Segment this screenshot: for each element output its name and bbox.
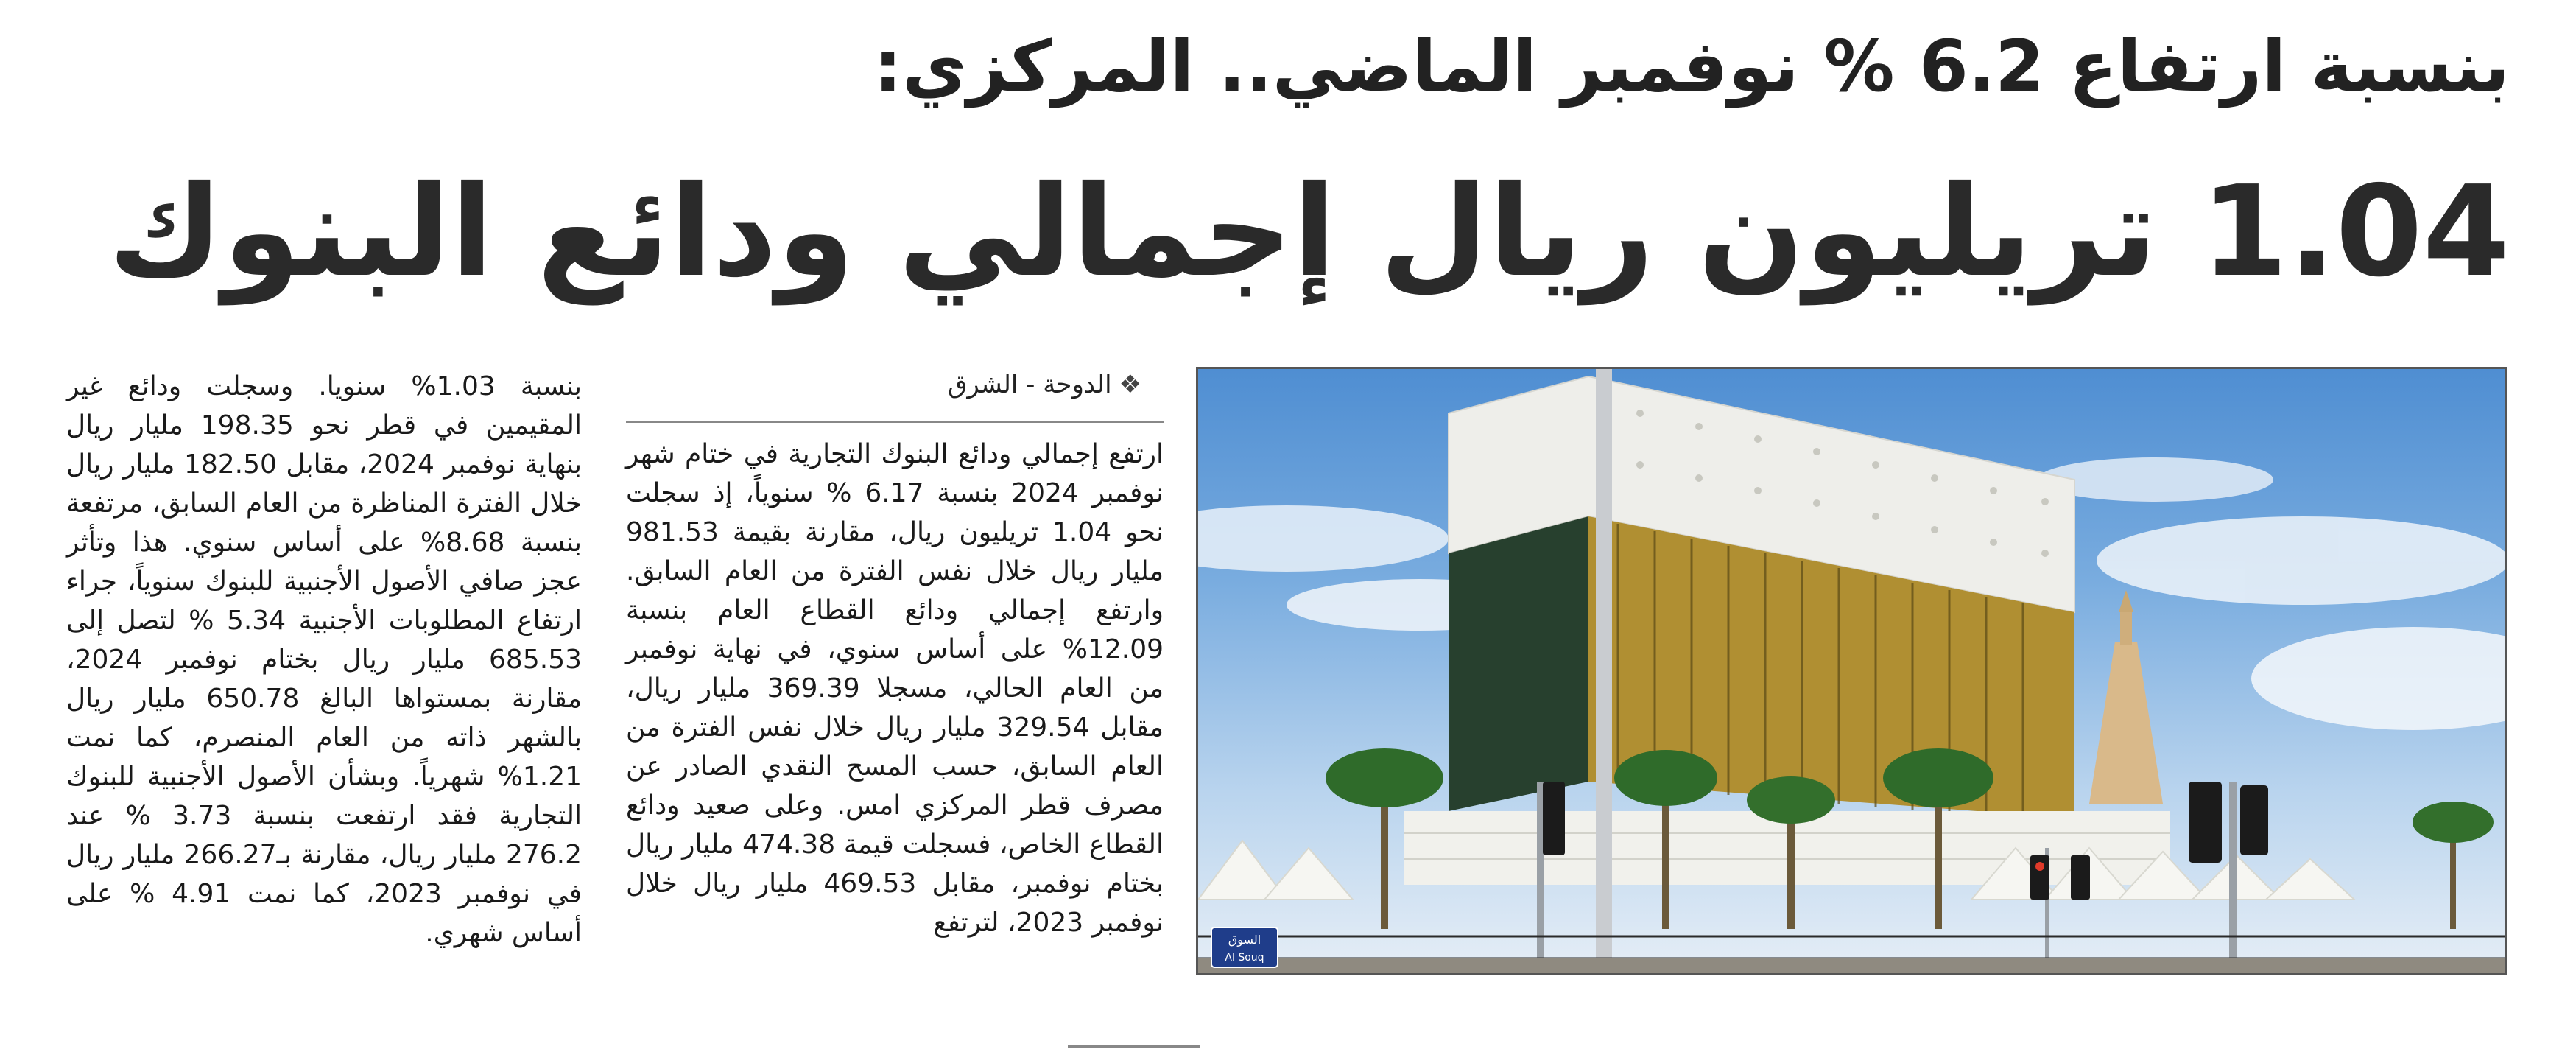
article-headline: 1.04 تريليون ريال إجمالي ودائع البنوك: [108, 159, 2510, 305]
article-dateline: [626, 367, 1141, 402]
central-bank-building-illustration: [1198, 369, 2505, 973]
article-column-2: بنسبة 1.03% سنويا. وسجلت ودائع غير المقيمين في قطر نحو 198.35 مليار ريال بنهاية نوفمبر 2024، مقابل 182.50 مليار ريال خلال الفترة المناظرة من العام السابق، مرتفعة بنسبة 8.68% على أساس سنوي. هذا وتأثر عجز صافي الأصول الأجنبية للبنوك سنوياً، جراء ارتفاع المطلوبات الأجنبية 5.34 % لتصل إلى 685.53 مليار ريال بختام نوفمبر 2024، مقارنة بمستواها البالغ 650.78 مليار ريال بالشهر ذاته من العام المنصرم، كما نمت 1.21% شهرياً. وبشأن الأصول الأجنبية للبنوك التجارية فقد ارتفعت بنسبة 3.73 % عند 276.2 مليار ريال، مقارنة بـ266.27 مليار ريال في نوفمبر 2023، كما نمت 4.91 % على أساس شهري.: [66, 371, 583, 948]
fence: [1198, 936, 2505, 958]
article-column-1: ارتفع إجمالي ودائع البنوك التجارية في ختام شهر نوفمبر 2024 بنسبة 6.17 % سنوياً، إذ سجلت نحو 1.04 تريليون ريال، مقارنة بقيمة 981.53 مليار ريال خلال نفس الفترة من العام السابق. وارتفع إجمالي ودائع القطاع العام بنسبة 12.09% على أساس سنوي، في نهاية نوفمبر من العام الحالي، مسجلا 369.39 مليار ريال، مقابل 329.54 مليار ريال خلال نفس الفترة من العام السابق، حسب المسح النقدي الصادر عن مصرف قطر المركزي امس. وعلى صعيد ودائع القطاع الخاص، فسجلت قيمة 474.38 مليار ريال بختام نوفمبر، مقابل 469.53 مليار ريال خلال نوفمبر 2023، لترتفع: [626, 439, 1164, 938]
street-sign-arabic: السوق: [1228, 933, 1261, 947]
bottom-divider: [1068, 1045, 1200, 1048]
article-photo: [1196, 367, 2507, 975]
diamond-bullet-icon: ❖: [1119, 370, 1141, 399]
article-kicker: بنسبة ارتفاع 6.2 % نوفمبر الماضي.. المركزي:: [873, 25, 2510, 108]
dateline-divider: [626, 421, 1164, 423]
dateline-text: الدوحة - الشرق: [948, 370, 1112, 399]
street-sign-english: Al Souq: [1225, 952, 1264, 964]
lamp-post: [1596, 369, 1612, 973]
spiral-minaret: [2089, 590, 2163, 804]
street-sign: [1211, 927, 1278, 967]
